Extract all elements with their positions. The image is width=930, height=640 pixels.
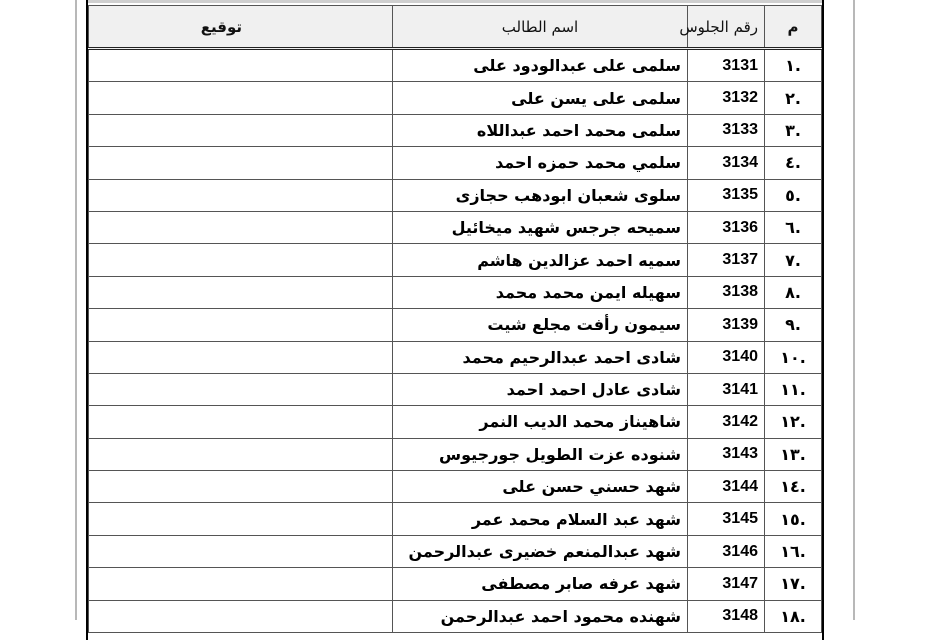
seat-number: 3137 bbox=[688, 244, 765, 276]
signature-cell bbox=[89, 600, 393, 632]
row-number: .٥ bbox=[765, 179, 822, 211]
seat-number: 3145 bbox=[688, 503, 765, 535]
student-name: شادى عادل احمد احمد bbox=[393, 373, 688, 405]
signature-cell bbox=[89, 49, 393, 82]
table-row bbox=[89, 373, 822, 405]
seat-number: 3140 bbox=[688, 341, 765, 373]
row-number: .١٣ bbox=[765, 438, 822, 470]
signature-cell bbox=[89, 438, 393, 470]
table-row bbox=[89, 82, 822, 114]
table-row bbox=[89, 568, 822, 600]
student-name: شنوده عزت الطويل جورجيوس bbox=[393, 438, 688, 470]
row-number: .٣ bbox=[765, 114, 822, 146]
student-name: سميحه جرجس شهيد ميخائيل bbox=[393, 211, 688, 243]
page-edge-left bbox=[75, 0, 77, 620]
table-row bbox=[89, 309, 822, 341]
student-name: شاهيناز محمد الديب النمر bbox=[393, 406, 688, 438]
table-row bbox=[89, 471, 822, 503]
table-row bbox=[89, 147, 822, 179]
row-number: .١١ bbox=[765, 373, 822, 405]
signature-cell bbox=[89, 179, 393, 211]
signature-cell bbox=[89, 276, 393, 308]
student-name: شهنده محمود احمد عبدالرحمن bbox=[393, 600, 688, 632]
row-number: .٨ bbox=[765, 276, 822, 308]
seat-number: 3136 bbox=[688, 211, 765, 243]
signature-cell bbox=[89, 82, 393, 114]
table-row bbox=[89, 276, 822, 308]
seat-number: 3132 bbox=[688, 82, 765, 114]
table-row bbox=[89, 503, 822, 535]
signature-cell bbox=[89, 373, 393, 405]
table-row bbox=[89, 211, 822, 243]
seat-number: 3147 bbox=[688, 568, 765, 600]
student-name: سلمي محمد حمزه احمد bbox=[393, 147, 688, 179]
signature-cell bbox=[89, 471, 393, 503]
signature-cell bbox=[89, 406, 393, 438]
row-number: .٤ bbox=[765, 147, 822, 179]
seat-number: 3138 bbox=[688, 276, 765, 308]
signature-cell bbox=[89, 568, 393, 600]
row-number: .١٢ bbox=[765, 406, 822, 438]
student-name: سلمى على يسن على bbox=[393, 82, 688, 114]
seat-number: 3139 bbox=[688, 309, 765, 341]
table-row bbox=[89, 438, 822, 470]
students-table bbox=[88, 5, 822, 633]
seat-number: 3148 bbox=[688, 600, 765, 632]
table-row bbox=[89, 49, 822, 82]
table-row bbox=[89, 341, 822, 373]
row-number: .١٥ bbox=[765, 503, 822, 535]
row-number: .١ bbox=[765, 49, 822, 82]
header-student-name: اسم الطالب bbox=[393, 6, 688, 49]
table-row bbox=[89, 406, 822, 438]
table-header bbox=[89, 6, 822, 49]
row-number: .١٠ bbox=[765, 341, 822, 373]
student-name: سلمى محمد احمد عبداللاه bbox=[393, 114, 688, 146]
table-row bbox=[89, 600, 822, 632]
seat-number: 3143 bbox=[688, 438, 765, 470]
student-name: سلوى شعبان ابودهب حجازى bbox=[393, 179, 688, 211]
top-strip bbox=[88, 0, 822, 3]
signature-cell bbox=[89, 114, 393, 146]
student-name: شادى احمد عبدالرحيم محمد bbox=[393, 341, 688, 373]
row-number: .٩ bbox=[765, 309, 822, 341]
student-name: سلمى على عبدالودود على bbox=[393, 49, 688, 82]
row-number: .٧ bbox=[765, 244, 822, 276]
signature-cell bbox=[89, 147, 393, 179]
seat-number: 3142 bbox=[688, 406, 765, 438]
row-number: .٦ bbox=[765, 211, 822, 243]
student-name: شهد عبد السلام محمد عمر bbox=[393, 503, 688, 535]
student-name: سيمون رأفت مجلع شيت bbox=[393, 309, 688, 341]
row-number: .١٤ bbox=[765, 471, 822, 503]
header-seat-number: رقم الجلوس bbox=[688, 6, 765, 49]
seat-number: 3146 bbox=[688, 535, 765, 567]
student-name: سهيله ايمن محمد محمد bbox=[393, 276, 688, 308]
seat-number: 3135 bbox=[688, 179, 765, 211]
signature-cell bbox=[89, 535, 393, 567]
seat-number: 3133 bbox=[688, 114, 765, 146]
student-name: شهد عبدالمنعم خضيرى عبدالرحمن bbox=[393, 535, 688, 567]
table-row bbox=[89, 179, 822, 211]
row-number: .١٨ bbox=[765, 600, 822, 632]
table-body bbox=[89, 49, 822, 633]
header-row bbox=[89, 6, 822, 49]
table-row bbox=[89, 535, 822, 567]
row-number: .٢ bbox=[765, 82, 822, 114]
student-name: شهد حسني حسن على bbox=[393, 471, 688, 503]
signature-cell bbox=[89, 341, 393, 373]
student-name: شهد عرفه صابر مصطفى bbox=[393, 568, 688, 600]
row-number: .١٦ bbox=[765, 535, 822, 567]
student-name: سميه احمد عزالدين هاشم bbox=[393, 244, 688, 276]
signature-cell bbox=[89, 309, 393, 341]
row-number: .١٧ bbox=[765, 568, 822, 600]
signature-cell bbox=[89, 211, 393, 243]
header-signature: توقيع bbox=[89, 6, 393, 49]
table-row bbox=[89, 244, 822, 276]
seat-number: 3144 bbox=[688, 471, 765, 503]
seat-number: 3134 bbox=[688, 147, 765, 179]
seat-number: 3141 bbox=[688, 373, 765, 405]
seat-number: 3131 bbox=[688, 49, 765, 82]
header-num: م bbox=[765, 6, 822, 49]
table-row bbox=[89, 114, 822, 146]
page-edge-right bbox=[853, 0, 855, 620]
signature-cell bbox=[89, 503, 393, 535]
signature-cell bbox=[89, 244, 393, 276]
